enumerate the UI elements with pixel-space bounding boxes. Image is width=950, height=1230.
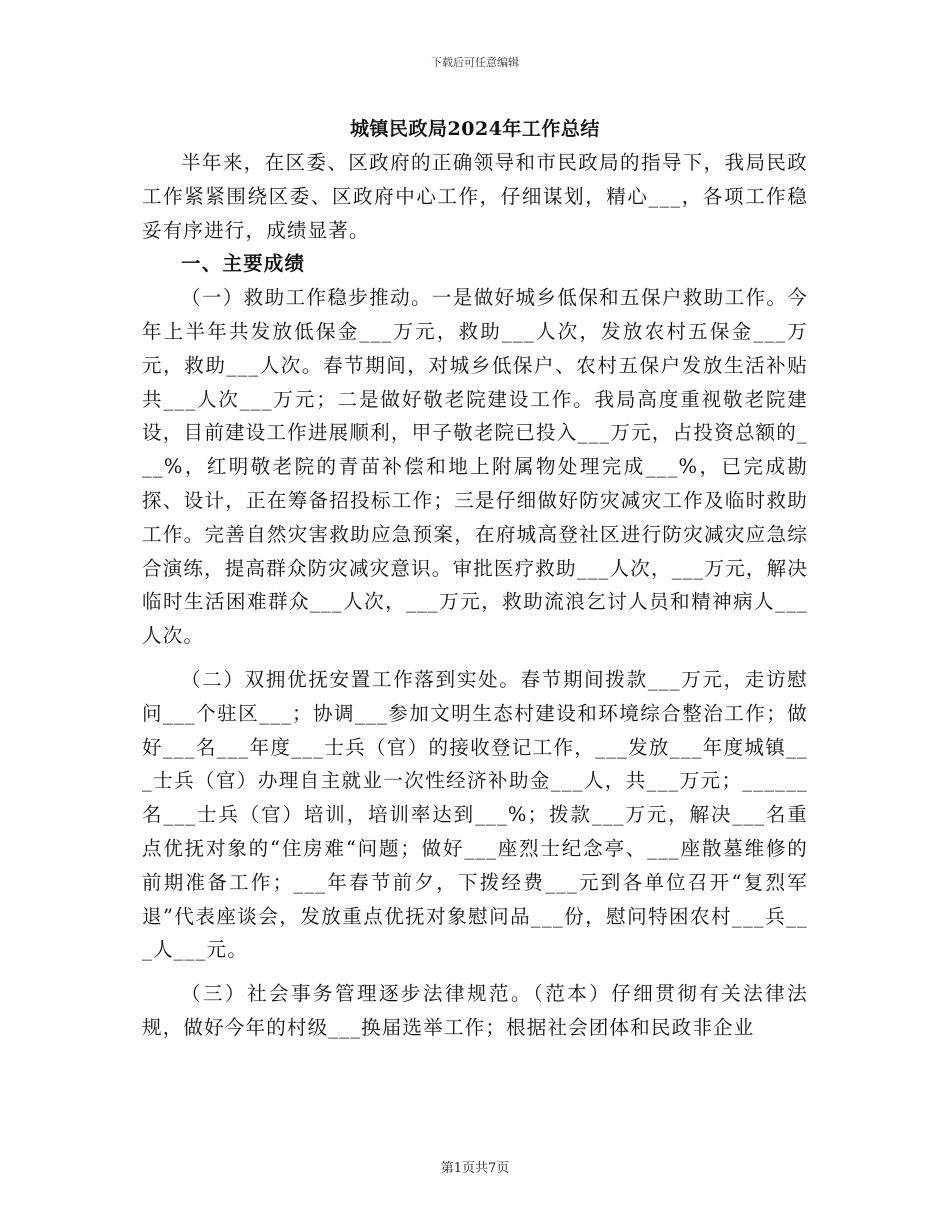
paragraph-social-affairs: （三）社会事务管理逐步法律规范。（范本）仔细贯彻有关法律法规，做好今年的村级___换届选举工作；根据社会团体和民政非企业 (142, 982, 808, 1039)
paragraph-relief-work: （一）救助工作稳步推动。一是做好城乡低保和五保户救助工作。今年上半年共发放低保金___万元，救助___人次，发放农村五保金___万元，救助___人次。春节期间，对城乡低保户、农村五保户发放生活补贴共___人次___万元；二是做好敬老院建设工作。我局高度重视敬老院建设，目前建设工作进展顺利，甲子敬老院已投入___万元，占投资总额的___%，红明敬老院的青苗补偿和地上附属物处理完成___%，已完成勘探、设计，正在筹备招投标工作；三是仔细做好防灾减灾工作及临时救助工作。完善自然灾害救助应急预案，在府城高登社区进行防灾减灾应急综合演练，提高群众防灾减灾意识。审批医疗救助___人次，___万元，解决临时生活困难群众___人次，___万元，救助流浪乞讨人员和精神病人___人次。 (142, 286, 809, 648)
section-heading: 一、主要成绩 (181, 252, 306, 276)
page-number-footer: 第1页共7页 (440, 1161, 510, 1176)
document-title: 城镇民政局2024年工作总结 (350, 118, 600, 140)
intro-paragraph: 半年来，在区委、区政府的正确领导和市民政局的指导下，我局民政工作紧紧围绕区委、区政府中心工作，仔细谋划，精心___，各项工作稳妥有序进行，成绩显著。 (142, 151, 808, 242)
paragraph-military-support: （二）双拥优抚安置工作落到实处。春节期间拨款___万元，走访慰问___个驻区___；协调___参加文明生态村建设和环境综合整治工作；做好___名___年度___士兵（官）的接收登记工作，___发放___年度城镇___士兵（官）办理自主就业一次性经济补助金___人，共___万元；______名___士兵（官）培训，培训率达到___%；拨款___万元，解决___名重点优抚对象的“住房难“问题；做好___座烈士纪念亭、___座散墓维修的前期准备工作；___年春节前夕，下拨经费___元到各单位召开“复烈军退”代表座谈会，发放重点优抚对象慰问品___份，慰问特困农村___兵___人___元。 (142, 667, 808, 962)
document-body (142, 146, 808, 1045)
header-note: 下载后可任意编辑 (431, 56, 519, 69)
